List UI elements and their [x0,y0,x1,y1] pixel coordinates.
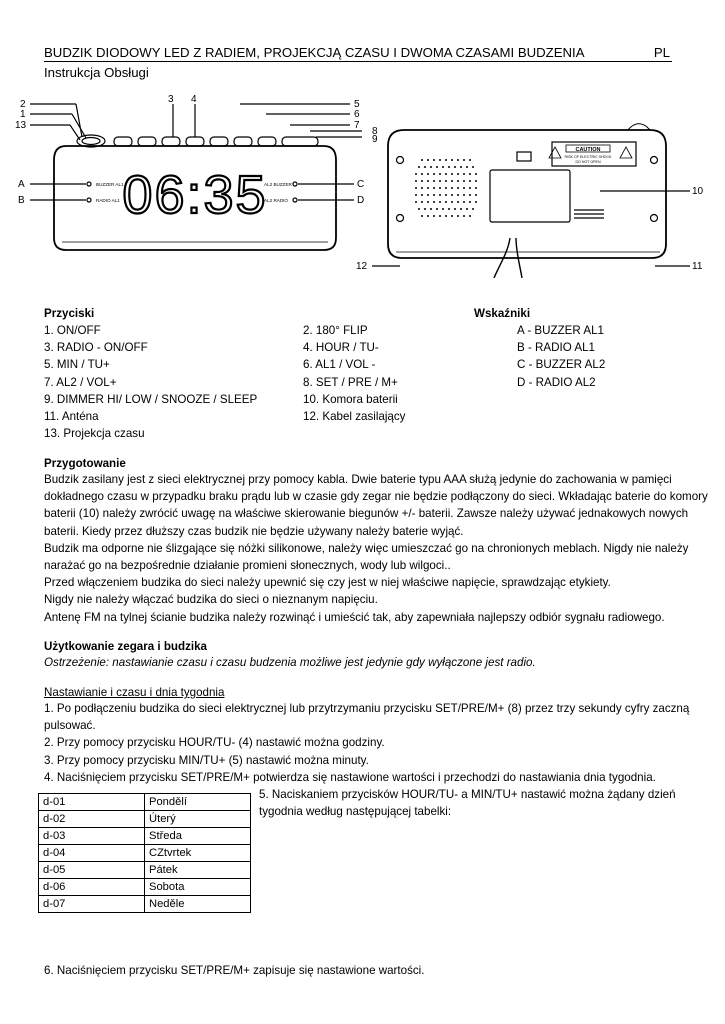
indicator-label-radio-al1: RADIO AL1 [96,198,120,203]
callout-1: 1 [20,109,26,120]
preparation-line: Budzik zasilany jest z sieci elektrycznej przy pomocy kabla. Dwie baterie typu AAA służą jedynie do zachowania w pamięci [44,473,672,486]
callout-5: 5 [354,99,360,110]
table-row [39,811,251,828]
time-setting-heading: Nastawianie i czasu i dnia tygodnia [44,686,225,699]
preparation-body [44,471,708,626]
day-code: d-02 [39,811,145,828]
button-item: 13. Projekcja czasu [44,427,145,441]
indicator-item: A - BUZZER AL1 [517,324,604,337]
step-line: tygodnia według następującej tabelki: [259,805,452,819]
indicator-item: C - BUZZER AL2 [517,358,606,372]
callout-13: 13 [15,120,27,131]
callout-7: 7 [354,120,360,131]
day-code: d-06 [39,879,145,896]
callout-2: 2 [20,99,26,110]
day-name: Neděle [145,896,251,913]
step-6: 6. Naciśnięciem przycisku SET/PRE/M+ zapisuje się nastawione wartości. [44,964,425,977]
callout-6: 6 [354,109,360,120]
preparation-line: narażać go na bezpośrednie działanie promieni słonecznych, wody lub wilgoci.. [44,559,451,573]
callout-11: 11 [692,261,703,272]
day-name: Sobota [145,879,251,896]
step-line: pulsować. [44,719,96,733]
callout-9: 9 [372,134,378,145]
button-item: 12. Kabel zasilający [303,410,406,424]
step-5 [259,786,676,820]
button-item: 3. RADIO - ON/OFF [44,341,148,355]
day-code: d-05 [39,862,145,879]
table-row [39,794,251,811]
day-name: Pondělí [145,794,251,811]
step-line: 2. Przy pomocy przycisku HOUR/TU- (4) nastawić można godziny. [44,736,385,750]
buttons-list-col2 [303,322,405,425]
preparation-line: dokładnego czasu w przypadku braku prądu lub w czasie gdy zegar nie będzie podłączony do sieci. Wkładając baterie do komory [44,490,708,504]
button-item: 4. HOUR / TU- [303,341,379,355]
button-item: 8. SET / PRE / M+ [303,375,398,389]
caution-title: CAUTION [575,147,601,153]
indicators-list [517,322,605,391]
button-item: 1. ON/OFF [44,324,101,337]
day-code: d-07 [39,896,145,913]
usage-warning: Ostrzeżenie: nastawianie czasu i czasu budzenia możliwe jest jedynie gdy wyłączone jest radio. [44,656,536,669]
caution-line-2: DO NOT OPEN [575,160,601,164]
product-diagram [0,88,725,278]
button-item: 9. DIMMER HI/ LOW / SNOOZE / SLEEP [44,392,258,406]
table-row [39,845,251,862]
button-item: 10. Komora baterii [303,392,398,406]
day-name: Středa [145,828,251,845]
speaker-grille [415,159,477,217]
preparation-heading: Przygotowanie [44,457,126,470]
day-name: Pátek [145,862,251,879]
preparation-line: Przed włączeniem budzika do sieci należy upewnić się czy jest w niej właściwe napięcie, sprawdzając etykiety. [44,576,611,590]
buttons-heading: Przyciski [44,307,95,320]
callout-10: 10 [692,186,704,197]
callout-4: 4 [191,94,197,105]
clock-display: 06:35 [122,165,268,225]
button-item: 5. MIN / TU+ [44,358,110,372]
button-item: 7. AL2 / VOL+ [44,375,117,389]
step-line: 4. Naciśnięciem przycisku SET/PRE/M+ potwierdza się nastawione wartości i przechodzi do nastawiania dnia tygodnia. [44,770,656,784]
button-item: 2. 180° FLIP [303,324,368,337]
day-name: Úterý [145,811,251,828]
document-subtitle: Instrukcja Obsługi [44,65,149,80]
table-row [39,879,251,896]
button-item: 6. AL1 / VOL - [303,358,376,372]
table-row [39,862,251,879]
title-text: BUDZIK DIODOWY LED Z RADIEM, PROJEKCJĄ CZASU I DWOMA CZASAMI BUDZENIA [44,45,585,60]
time-setting-steps [44,700,690,786]
language-code: PL [653,45,670,60]
preparation-line: Budzik ma odporne nie ślizgające się nóżki silikonowe, należy więc umieszczać go na chronionych meblach. Nigdy nie należy [44,541,689,555]
callout-3: 3 [168,94,174,105]
indicator-label-buzzer-al1: BUZZER AL1 [96,182,124,187]
table-row [39,828,251,845]
preparation-line: Antenę FM na tylnej ścianie budzika należy rozwinąć i umieścić tak, aby zapewniała najlepszy odbiór sygnału radiowego. [44,610,665,624]
caution-line-1: RISK OF ELECTRIC SHOCK [564,155,612,159]
callout-b: B [18,195,25,206]
day-code: d-01 [39,794,145,811]
weekday-table [38,793,251,913]
callout-c: C [357,179,365,190]
callout-d: D [357,195,365,206]
preparation-line: baterii. Kiedy przez dłuższy czas budzik nie będzie używany należy baterie wyjąć. [44,524,464,538]
preparation-line: baterii (10) należy zwrócić uwagę na właściwe skierowanie biegunów +/- baterii. Zawsze należy używać jednakowych nowych [44,507,689,521]
callout-12: 12 [356,261,368,272]
indicator-item: D - RADIO AL2 [517,375,596,389]
step-line: 5. Naciskaniem przycisków HOUR/TU- a MIN/TU+ nastawić można żądany dzień [259,788,676,801]
day-name: CZtvrtek [145,845,251,862]
callout-a: A [18,179,25,190]
usage-heading: Użytkowanie zegara i budzika [44,640,208,653]
table-row [39,896,251,913]
button-item: 11. Anténa [44,410,99,424]
indicator-label-al2-radio: AL2 RADIO [264,198,288,203]
buttons-list-col1 [44,322,257,442]
callout-8: 8 [372,126,378,137]
indicator-label-al2-buzzer: AL2 BUZZER [264,182,292,187]
step-line: 1. Po podłączeniu budzika do sieci elektrycznej lub przytrzymaniu przycisku SET/PRE/M+ (8) przez trzy sekundy cyfry zaczną [44,702,690,715]
indicators-heading: Wskaźniki [474,307,531,320]
preparation-line: Nigdy nie należy włączać budzika do sieci o nieznanym napięciu. [44,593,378,607]
indicator-item: B - RADIO AL1 [517,341,595,355]
day-code: d-04 [39,845,145,862]
day-code: d-03 [39,828,145,845]
step-line: 3. Przy pomocy przycisku MIN/TU+ (5) nastawić można minuty. [44,753,369,767]
document-title [44,44,672,62]
